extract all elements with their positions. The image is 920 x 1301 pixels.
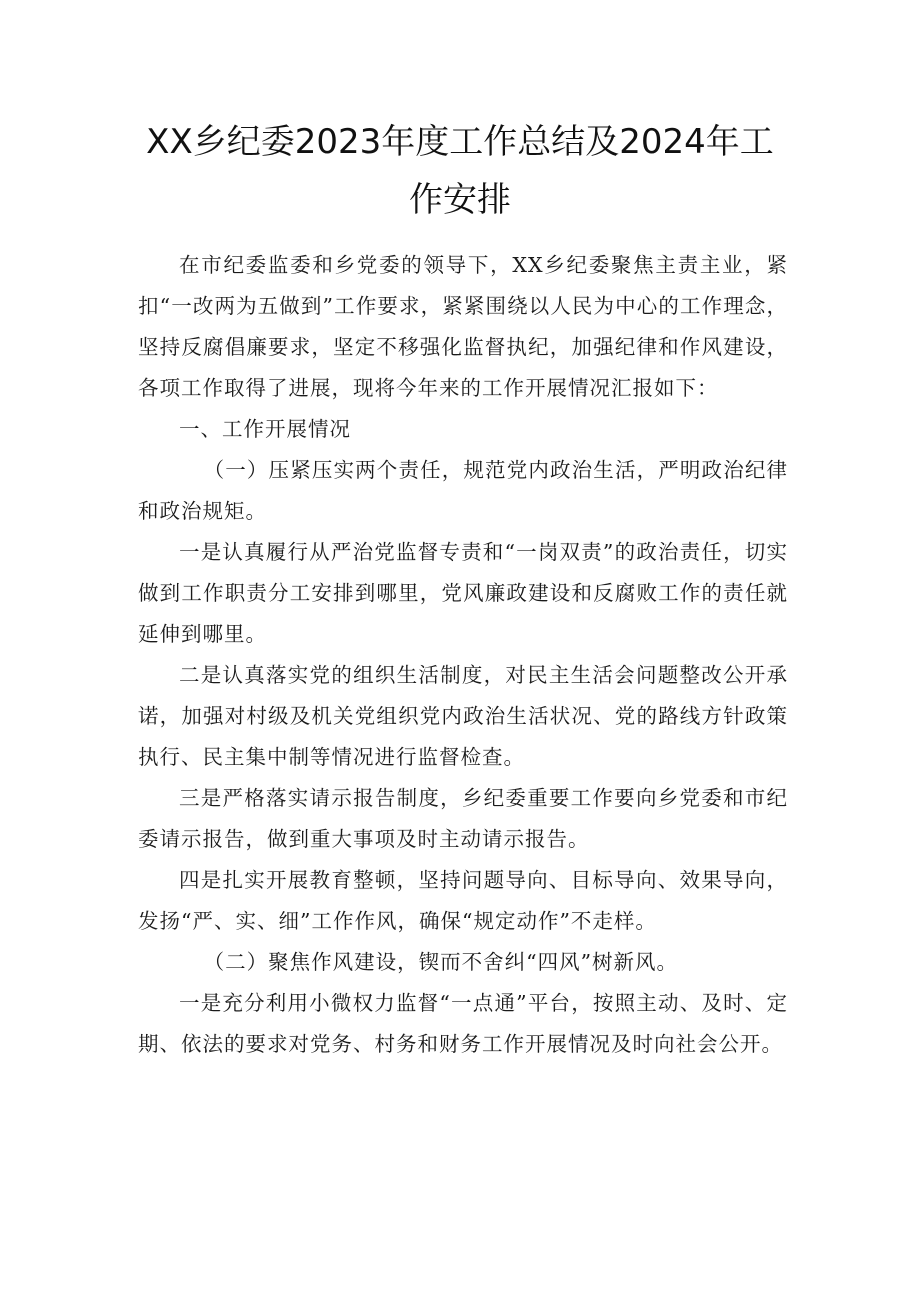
document-title-line2: 作安排 <box>409 180 511 220</box>
paragraph-item-1: 一是认真履行从严治党监督专责和“一岗双责”的政治责任，切实做到工作职责分工安排到哪里，党风廉政建设和反腐败工作的责任就延伸到哪里。 <box>138 540 788 646</box>
subsection-heading-1: （一）压紧压实两个责任，规范党内政治生活，严明政治纪律和政治规矩。 <box>138 458 788 523</box>
paragraph-item-3: 三是严格落实请示报告制度，乡纪委重要工作要向乡党委和市纪委请示报告，做到重大事项及时主动请示报告。 <box>138 786 788 851</box>
subsection-heading-2: （二）聚焦作风建设，锲而不舍纠“四风”树新风。 <box>203 950 679 974</box>
paragraph-item-2: 二是认真落实党的组织生活制度，对民主生活会问题整改公开承诺，加强对村级及机关党组织党内政治生活状况、党的路线方针政策执行、民主集中制等情况进行监督检查。 <box>138 663 788 769</box>
document-title-line1: XX乡纪委2023年度工作总结及2024年工 <box>146 122 774 162</box>
paragraph-intro: 在市纪委监委和乡党委的领导下，XX乡纪委聚焦主责主业，紧扣“一改两为五做到”工作要求，紧紧围绕以人民为中心的工作理念，坚持反腐倡廉要求，坚定不移强化监督执纪，加强纪律和作风建设，各项工作取得了进展，现将今年来的工作开展情况汇报如下： <box>138 253 788 400</box>
section-heading-1: 一、工作开展情况 <box>179 417 351 441</box>
paragraph-item-4: 四是扎实开展教育整顿，坚持问题导向、目标导向、效果导向，发扬“严、实、细”工作作风，确保“规定动作”不走样。 <box>138 868 788 933</box>
document-body <box>138 245 788 1065</box>
paragraph-item-5: 一是充分利用小微权力监督“一点通”平台，按照主动、及时、定期、依法的要求对党务、村务和财务工作开展情况及时向社会公开。 <box>138 991 788 1056</box>
